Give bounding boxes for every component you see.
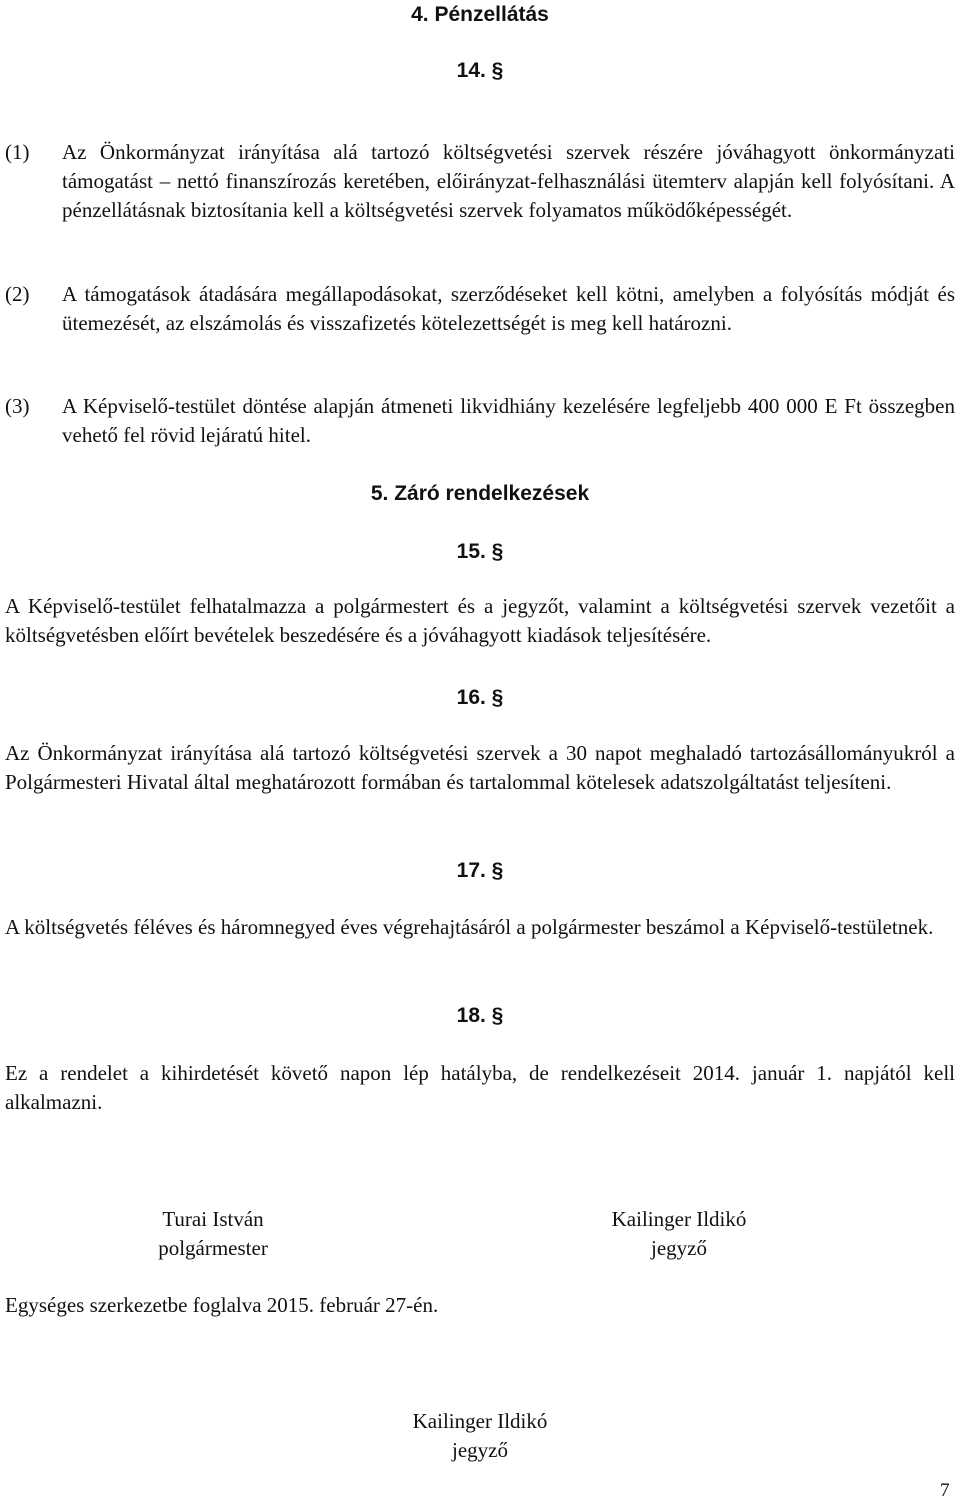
consolidation-note: Egységes szerkezetbe foglalva 2015. február 27-én. bbox=[5, 1293, 439, 1317]
item-number: (3) bbox=[5, 394, 30, 418]
final-signature bbox=[370, 1407, 590, 1465]
signature-title: polgármester bbox=[158, 1236, 268, 1260]
paragraph-17-number: 17. § bbox=[456, 859, 504, 882]
page-number: 7 bbox=[940, 1480, 950, 1501]
paragraph-17-text: A költségvetés féléves és háromnegyed éves végrehajtásáról a polgármester beszámol a Képviselő-testületnek. bbox=[5, 915, 934, 939]
item-number: (2) bbox=[5, 282, 30, 306]
item-text: A támogatások átadására megállapodásokat, szerződéseket kell kötni, amelyben a folyósítás módját és ütemezését, az elszámolás és visszafizetés kötelezettségét is meg kell határozni. bbox=[62, 282, 955, 335]
paragraph-16-text: Az Önkormányzat irányítása alá tartozó költségvetési szervek a 30 napot meghaladó tartozásállományukról a Polgármesteri Hivatal által meghatározott formában és tartalommal kötelesek adatszolgáltatást teljesíteni. bbox=[5, 741, 955, 794]
item-2 bbox=[5, 280, 955, 338]
section-4-heading: 4. Pénzellátás bbox=[411, 3, 549, 26]
signature-right bbox=[569, 1205, 789, 1263]
paragraph-16-number: 16. § bbox=[456, 686, 504, 709]
signature-left bbox=[113, 1205, 313, 1263]
signature-title: jegyző bbox=[651, 1236, 707, 1260]
paragraph-15-text: A Képviselő-testület felhatalmazza a polgármestert és a jegyzőt, valamint a költségvetési szervek vezetőit a költségvetésben előírt bevételek beszedésére és a jóváhagyott kiadások teljesítésére. bbox=[5, 594, 955, 647]
paragraph-14-number: 14. § bbox=[456, 59, 504, 82]
paragraph-18-number: 18. § bbox=[456, 1004, 504, 1027]
item-1 bbox=[5, 138, 955, 225]
signature-name: Turai István bbox=[162, 1207, 264, 1231]
item-text: Az Önkormányzat irányítása alá tartozó költségvetési szervek részére jóváhagyott önkormányzati támogatást – nettó finanszírozás keretében, előirányzat-felhasználási ütemterv alapján kell folyósítani. A pénzellátásnak biztosítania kell a költségvetési szervek folyamatos működőképességét. bbox=[62, 140, 955, 222]
paragraph-18-text: Ez a rendelet a kihirdetését követő napon lép hatályba, de rendelkezéseit 2014. január 1. napjától kell alkalmazni. bbox=[5, 1061, 955, 1114]
signature-title: jegyző bbox=[452, 1438, 508, 1462]
section-5-heading: 5. Záró rendelkezések bbox=[370, 482, 590, 505]
item-number: (1) bbox=[5, 140, 30, 164]
paragraph-15-number: 15. § bbox=[456, 540, 504, 563]
signature-name: Kailinger Ildikó bbox=[611, 1207, 747, 1231]
item-3 bbox=[5, 392, 955, 450]
item-text: A Képviselő-testület döntése alapján átmeneti likvidhiány kezelésére legfeljebb 400 000 E Ft összegben vehető fel rövid lejáratú hitel. bbox=[62, 394, 955, 447]
signature-name: Kailinger Ildikó bbox=[412, 1409, 548, 1433]
